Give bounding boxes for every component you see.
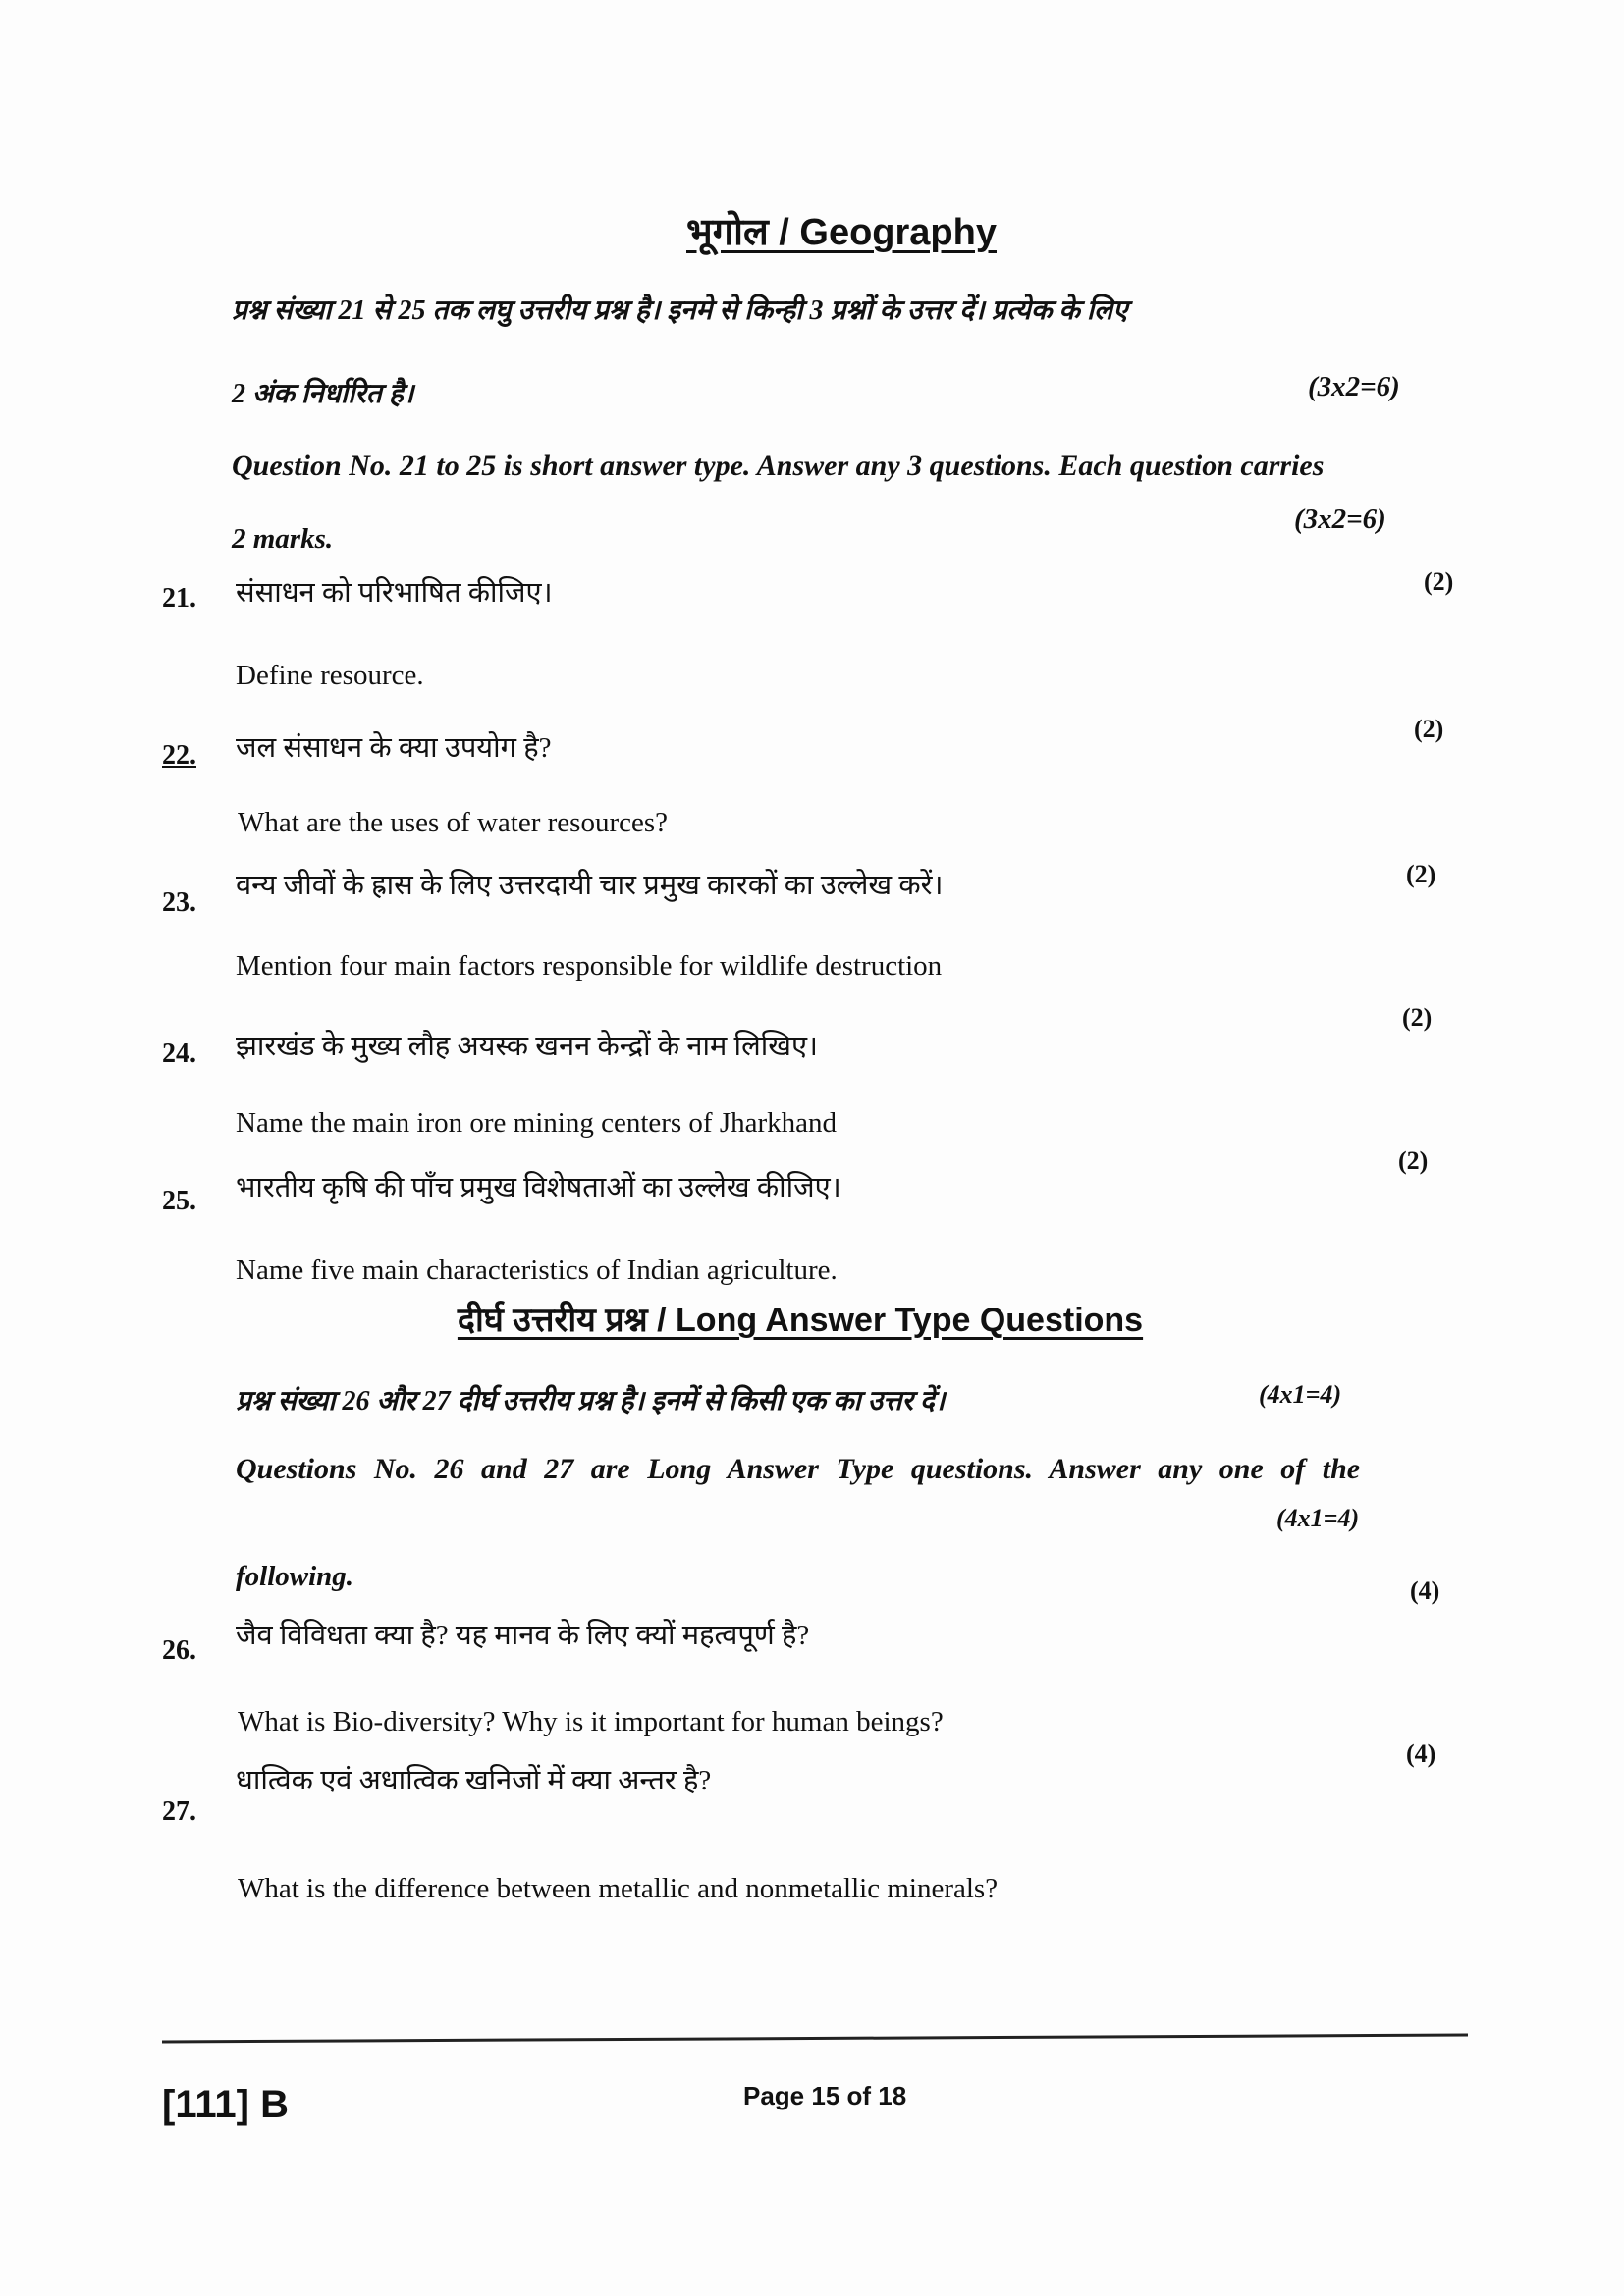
question-27-english: What is the difference between metallic and nonmetallic minerals?: [238, 1873, 999, 1904]
question-21-marks: (2): [1424, 567, 1454, 596]
page-number: Page 15 of 18: [743, 2081, 907, 2110]
question-24-marks: (2): [1402, 1003, 1433, 1032]
short-instruction-english-2: 2 marks.: [232, 523, 334, 555]
short-marks-hindi: (3x2=6): [1308, 371, 1400, 402]
question-26-marks: (4): [1410, 1576, 1440, 1605]
question-21-hindi: संसाधन को परिभाषित कीजिए।: [236, 577, 553, 609]
question-23-hindi: वन्य जीवों के ह्रास के लिए उत्तरदायी चार प्रमुख कारकों का उल्लेख करें।: [236, 870, 944, 901]
question-26-hindi: जैव विविधता क्या है? यह मानव के लिए क्यों महत्वपूर्ण है?: [236, 1620, 810, 1651]
long-section-title: दीर्घ उत्तरीय प्रश्न / Long Answer Type Questions: [457, 1302, 1144, 1339]
question-23-marks: (2): [1406, 860, 1436, 888]
question-25-hindi: भारतीय कृषि की पाँच प्रमुख विशेषताओं का उल्लेख कीजिए।: [236, 1172, 841, 1203]
question-25-english: Name five main characteristics of Indian agriculture.: [236, 1255, 838, 1286]
question-22-number: 22.: [162, 740, 196, 771]
long-marks-hindi: (4x1=4): [1259, 1380, 1342, 1409]
question-21-number: 21.: [162, 583, 196, 614]
question-27-marks: (4): [1406, 1739, 1436, 1768]
short-instruction-hindi: प्रश्न संख्या 21 से 25 तक लघु उत्तरीय प्रश्न है। इनमे से किन्ही 3 प्रश्नों के उत्तर दें। प्रत्येक के लिए: [232, 295, 1128, 326]
question-27-hindi: धात्विक एवं अधात्विक खनिजों में क्या अन्तर है?: [236, 1765, 712, 1796]
section-title: भूगोल / Geography: [686, 212, 997, 253]
question-26-english: What is Bio-diversity? Why is it important for human beings?: [238, 1706, 944, 1737]
question-24-hindi: झारखंड के मुख्य लौह अयस्क खनन केन्द्रों के नाम लिखिए।: [236, 1031, 818, 1062]
short-instruction-hindi-2: 2 अंक निर्धारित है।: [232, 379, 414, 409]
question-22-english: What are the uses of water resources?: [238, 807, 669, 838]
long-instruction-english: Questions No. 26 and 27 are Long Answer Type questions. Answer any one of the: [236, 1453, 1361, 1485]
question-27-number: 27.: [162, 1796, 196, 1827]
short-marks-english: (3x2=6): [1294, 504, 1386, 535]
question-23-english: Mention four main factors responsible for wildlife destruction: [236, 950, 943, 982]
question-26-number: 26.: [162, 1635, 196, 1666]
question-22-marks: (2): [1414, 715, 1444, 743]
question-25-number: 25.: [162, 1186, 196, 1216]
question-23-number: 23.: [162, 887, 196, 918]
long-marks-english: (4x1=4): [1276, 1504, 1360, 1532]
footer-rule: [162, 2034, 1468, 2044]
long-instruction-hindi: प्रश्न संख्या 26 और 27 दीर्घ उत्तरीय प्रश्न है। इनमें से किसी एक का उत्तर दें।: [236, 1386, 946, 1416]
paper-code: [111] B: [162, 2083, 289, 2126]
question-24-number: 24.: [162, 1039, 196, 1069]
question-21-english: Define resource.: [236, 660, 424, 691]
long-instruction-english-2: following.: [236, 1561, 354, 1592]
question-25-marks: (2): [1398, 1147, 1429, 1175]
short-instruction-english: Question No. 21 to 25 is short answer type. Answer any 3 questions. Each question carries: [232, 450, 1325, 482]
question-22-hindi: जल संसाधन के क्या उपयोग है?: [236, 732, 552, 764]
question-24-english: Name the main iron ore mining centers of Jharkhand: [236, 1107, 838, 1139]
